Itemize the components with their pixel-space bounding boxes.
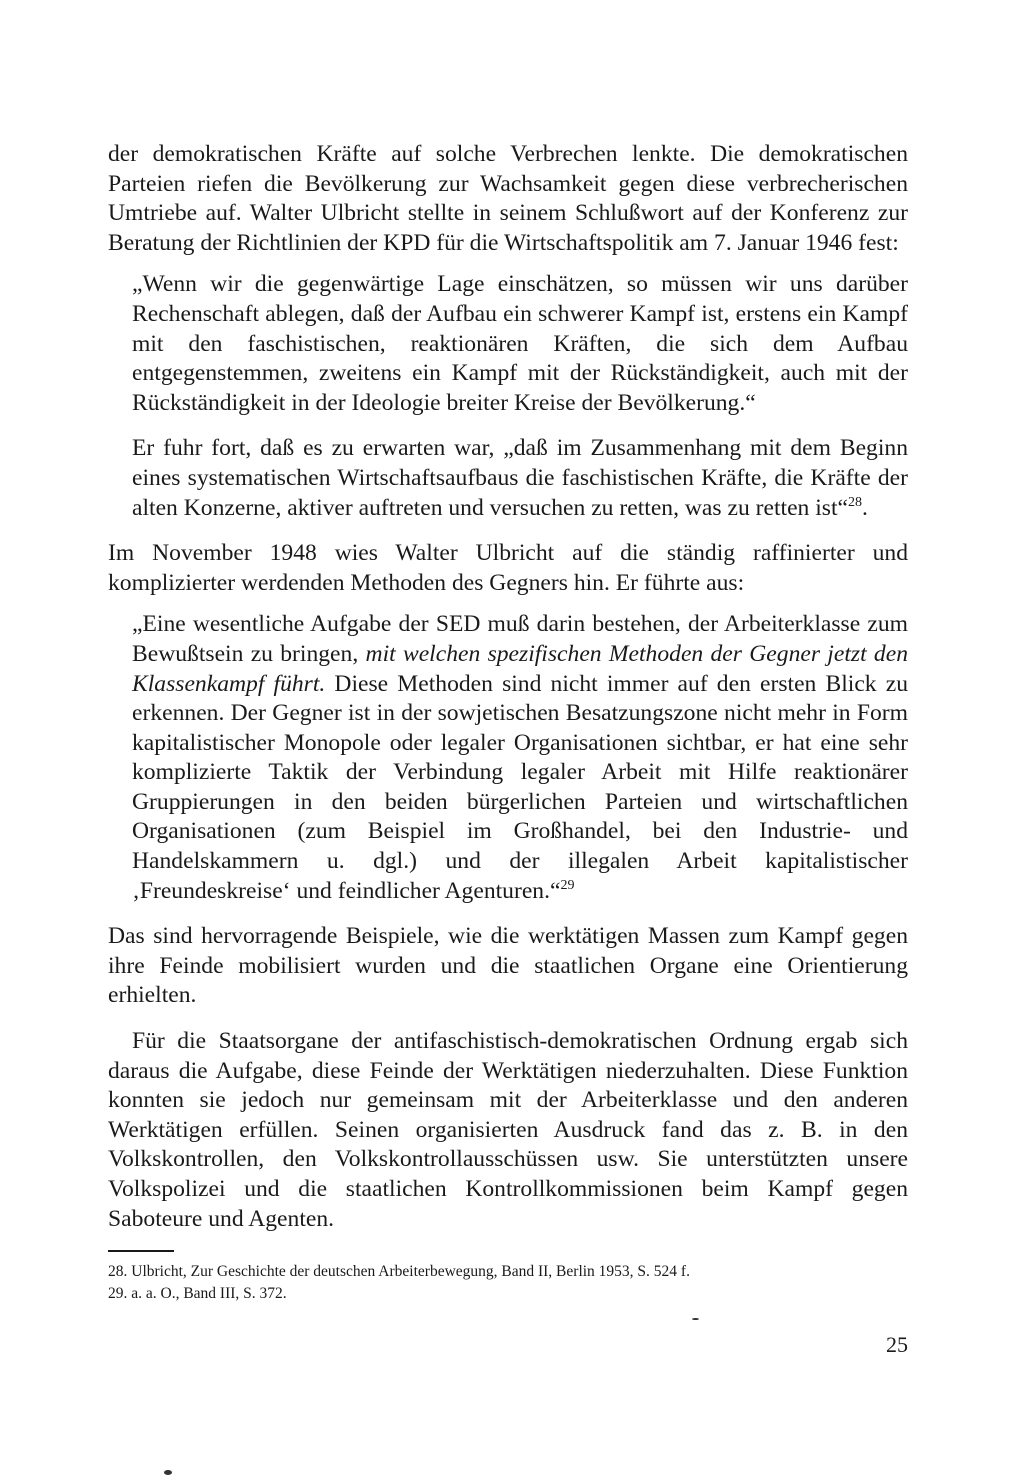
quote-emphasis: mit welchen spezifischen Methoden der Gegner jetzt den Klassenkampf führt.: [132, 640, 908, 697]
page-number: 25: [886, 1332, 908, 1357]
quote-continuation-text: Er fuhr fort, daß es zu erwarten war, „daß im Zusammenhang mit dem Beginn eines systematischen Wirtschaftsaufbaus die faschistischen Kräfte, die Kräfte der alten Konzerne, aktiver auftreten und versuchen zu retten, was zu retten ist“: [132, 435, 908, 521]
paragraph-staatsorgane: Für die Staatsorgane der antifaschistisch-demokratischen Ordnung ergab sich daraus die Aufgabe, diese Feinde der Werktätigen niederzuhalten. Diese Funktion konnten sie jedoch nur gemeinsam mit der Arbeiterklasse und den anderen Werktätigen erfüllen. Seinen organisierten Ausdruck fand das z. B. in den Volkskontrollen, den Volkskontrollausschüssen usw. Sie unterstützten unsere Volkspolizei und die staatlichen Kontrollkommissionen beim Kampf gegen Saboteure und Agenten.: [108, 1028, 908, 1232]
quote-text: [132, 610, 908, 906]
scan-speck: [692, 1318, 699, 1320]
scan-speck: [164, 1470, 172, 1475]
quote-text: „Wenn wir die gegenwärtige Lage einschätzen, so müssen wir uns darüber Rechenschaft ablegen, daß der Aufbau ein schwerer Kampf ist, erstens ein Kampf mit den faschistischen, reaktionären Kräften, die sich dem Aufbau entgegenstemmen, zweitens ein Kampf mit der Rückständigkeit, auch mit der Rückständigkeit in der Ideologie breiter Kreise der Bevölkerung.“: [132, 271, 908, 416]
body-text: [108, 140, 908, 1234]
footnote-ref-29[interactable]: 29: [560, 877, 575, 893]
footnotes: [108, 1261, 908, 1305]
quote-text-a: „Eine wesentliche Aufgabe der SED muß darin bestehen, der Arbeiterklasse zum Bewußtsein zu bringen,: [132, 611, 908, 667]
paragraph-examples: Das sind hervorragende Beispiele, wie die werktätigen Massen zum Kampf gegen ihre Feinde mobilisiert wurden und die staatlichen Organe eine Orientierung erhielten.: [108, 923, 908, 1009]
quote-text-b: Diese Methoden sind nicht immer auf den ersten Blick zu erkennen. Der Gegner ist in der sowjetischen Besatzungszone nicht mehr in Form kapitalistischer Monopole oder legaler Organisationen sichtbar, er hat eine sehr komplizierte Taktik der Verbindung legaler Arbeit mit Hilfe reaktionärer Gruppierungen in den beiden bürgerlichen Parteien und wirtschaftlichen Organisationen (zum Beispiel im Großhandel, bei den Industrie- und Handelskammern u. dgl.) und der illegalen Arbeit kapitalistischer ‚Freundeskreise‘ und feindlicher Agenturen.“: [132, 670, 908, 904]
footnote-ref-28[interactable]: 28: [848, 494, 863, 510]
footnote-29: 29. a. a. O., Band III, S. 372.: [108, 1285, 287, 1302]
quote-ulbricht-1946: [132, 270, 908, 523]
paragraph-intro: der demokratischen Kräfte auf solche Verbrechen lenkte. Die demokratischen Parteien riefen die Bevölkerung zur Wachsamkeit gegen diese verbrecherischen Umtriebe auf. Walter Ulbricht stellte in seinem Schlußwort auf der Konferenz zur Beratung der Richtlinien der KPD für die Wirtschaftspolitik am 7. Januar 1946 fest:: [108, 141, 908, 256]
quote-continuation: Er fuhr fort, daß es zu erwarten war, „daß im Zusammenhang mit dem Beginn eines systematischen Wirtschaftsaufbaus die faschistischen Kräfte, die Kräfte der alten Konzerne, aktiver auftreten und versuchen zu retten, was zu retten ist“$^{28}$.: [132, 435, 908, 521]
footnote-divider: [108, 1250, 174, 1252]
quote-ulbricht-1948: [132, 610, 908, 906]
footnote-28: 28. Ulbricht, Zur Geschichte der deutschen Arbeiterbewegung, Band II, Berlin 1953, S. 524 f.: [108, 1263, 690, 1280]
paragraph-november-1948: Im November 1948 wies Walter Ulbricht auf die ständig raffinierter und komplizierter werdenden Methoden des Gegners hin. Er führte aus:: [108, 540, 908, 596]
